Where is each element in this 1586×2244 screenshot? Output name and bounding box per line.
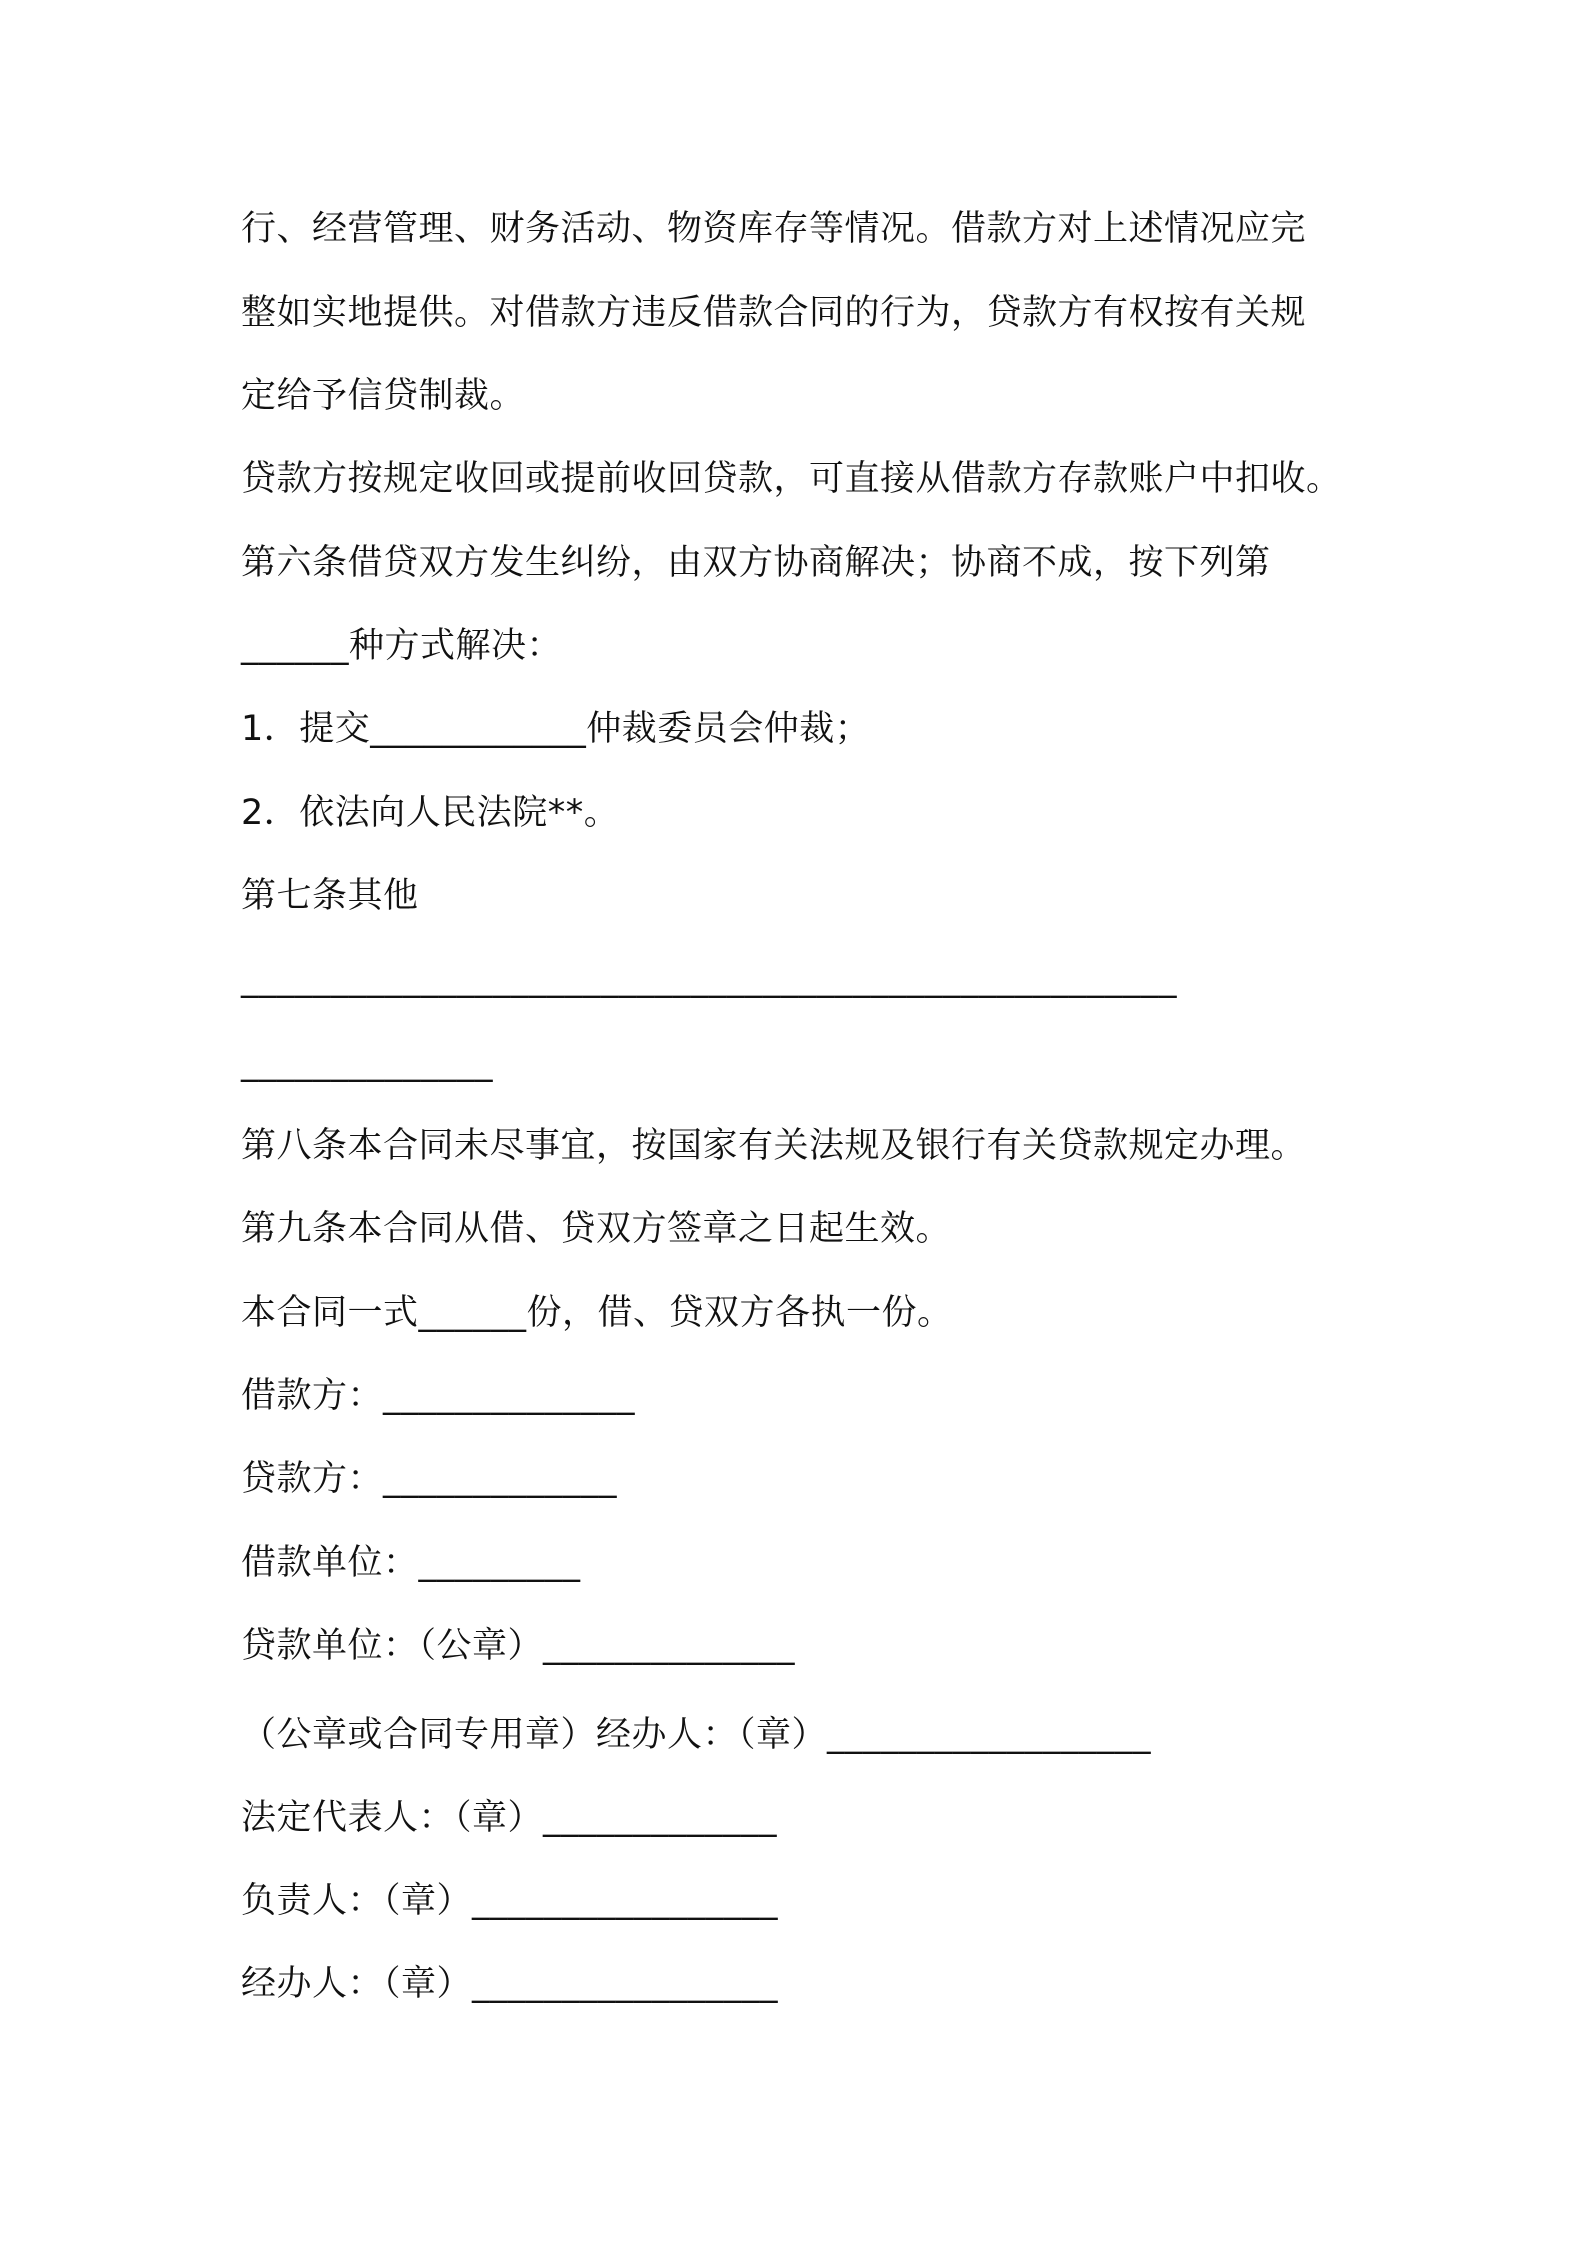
- article-9: 第九条本合同从借、贷双方签章之日起生效。: [241, 1209, 952, 1249]
- article-8: 第八条本合同未尽事宜，按国家有关法规及银行有关贷款规定办理。: [241, 1126, 1307, 1166]
- borrower-signature: 借款方：______________: [241, 1376, 636, 1416]
- article-7-heading: 第七条其他: [241, 876, 419, 916]
- article-6-line-2: ______种方式解决：: [241, 626, 563, 666]
- contract-seal-handler: （公章或合同专用章）经办人：（章）__________________: [241, 1715, 1152, 1755]
- handler-seal: 经办人：（章）_________________: [241, 1964, 779, 2004]
- lender-signature: 贷款方：_____________: [241, 1459, 618, 1499]
- legal-representative-seal: 法定代表人：（章）_____________: [241, 1798, 778, 1838]
- lending-unit-seal: 贷款单位：（公章）______________: [241, 1626, 796, 1666]
- dispute-option-1: 1．提交____________仲裁委员会仲裁；: [241, 709, 871, 749]
- paragraph-line-4: 贷款方按规定收回或提前收回贷款，可直接从借款方存款账户中扣收。: [241, 459, 1342, 499]
- article-7-blank-line-2: ______________: [241, 1043, 493, 1083]
- dispute-option-2: 2．依法向人民法院**。: [241, 793, 620, 833]
- responsible-person-seal: 负责人：（章）_________________: [241, 1881, 779, 1921]
- article-6-line-1: 第六条借贷双方发生纠纷，由双方协商解决；协商不成，按下列第: [241, 543, 1271, 583]
- paragraph-line-2: 整如实地提供。对借款方违反借款合同的行为，贷款方有权按有关规: [241, 293, 1307, 333]
- copies-clause: 本合同一式______份，借、贷双方各执一份。: [241, 1293, 953, 1333]
- paragraph-line-3: 定给予信贷制裁。: [241, 376, 526, 416]
- paragraph-line-1: 行、经营管理、财务活动、物资库存等情况。借款方对上述情况应完: [241, 209, 1307, 249]
- borrowing-unit-signature: 借款单位：_________: [241, 1543, 581, 1583]
- article-7-blank-line-1: ____________________________________________________: [241, 959, 1177, 999]
